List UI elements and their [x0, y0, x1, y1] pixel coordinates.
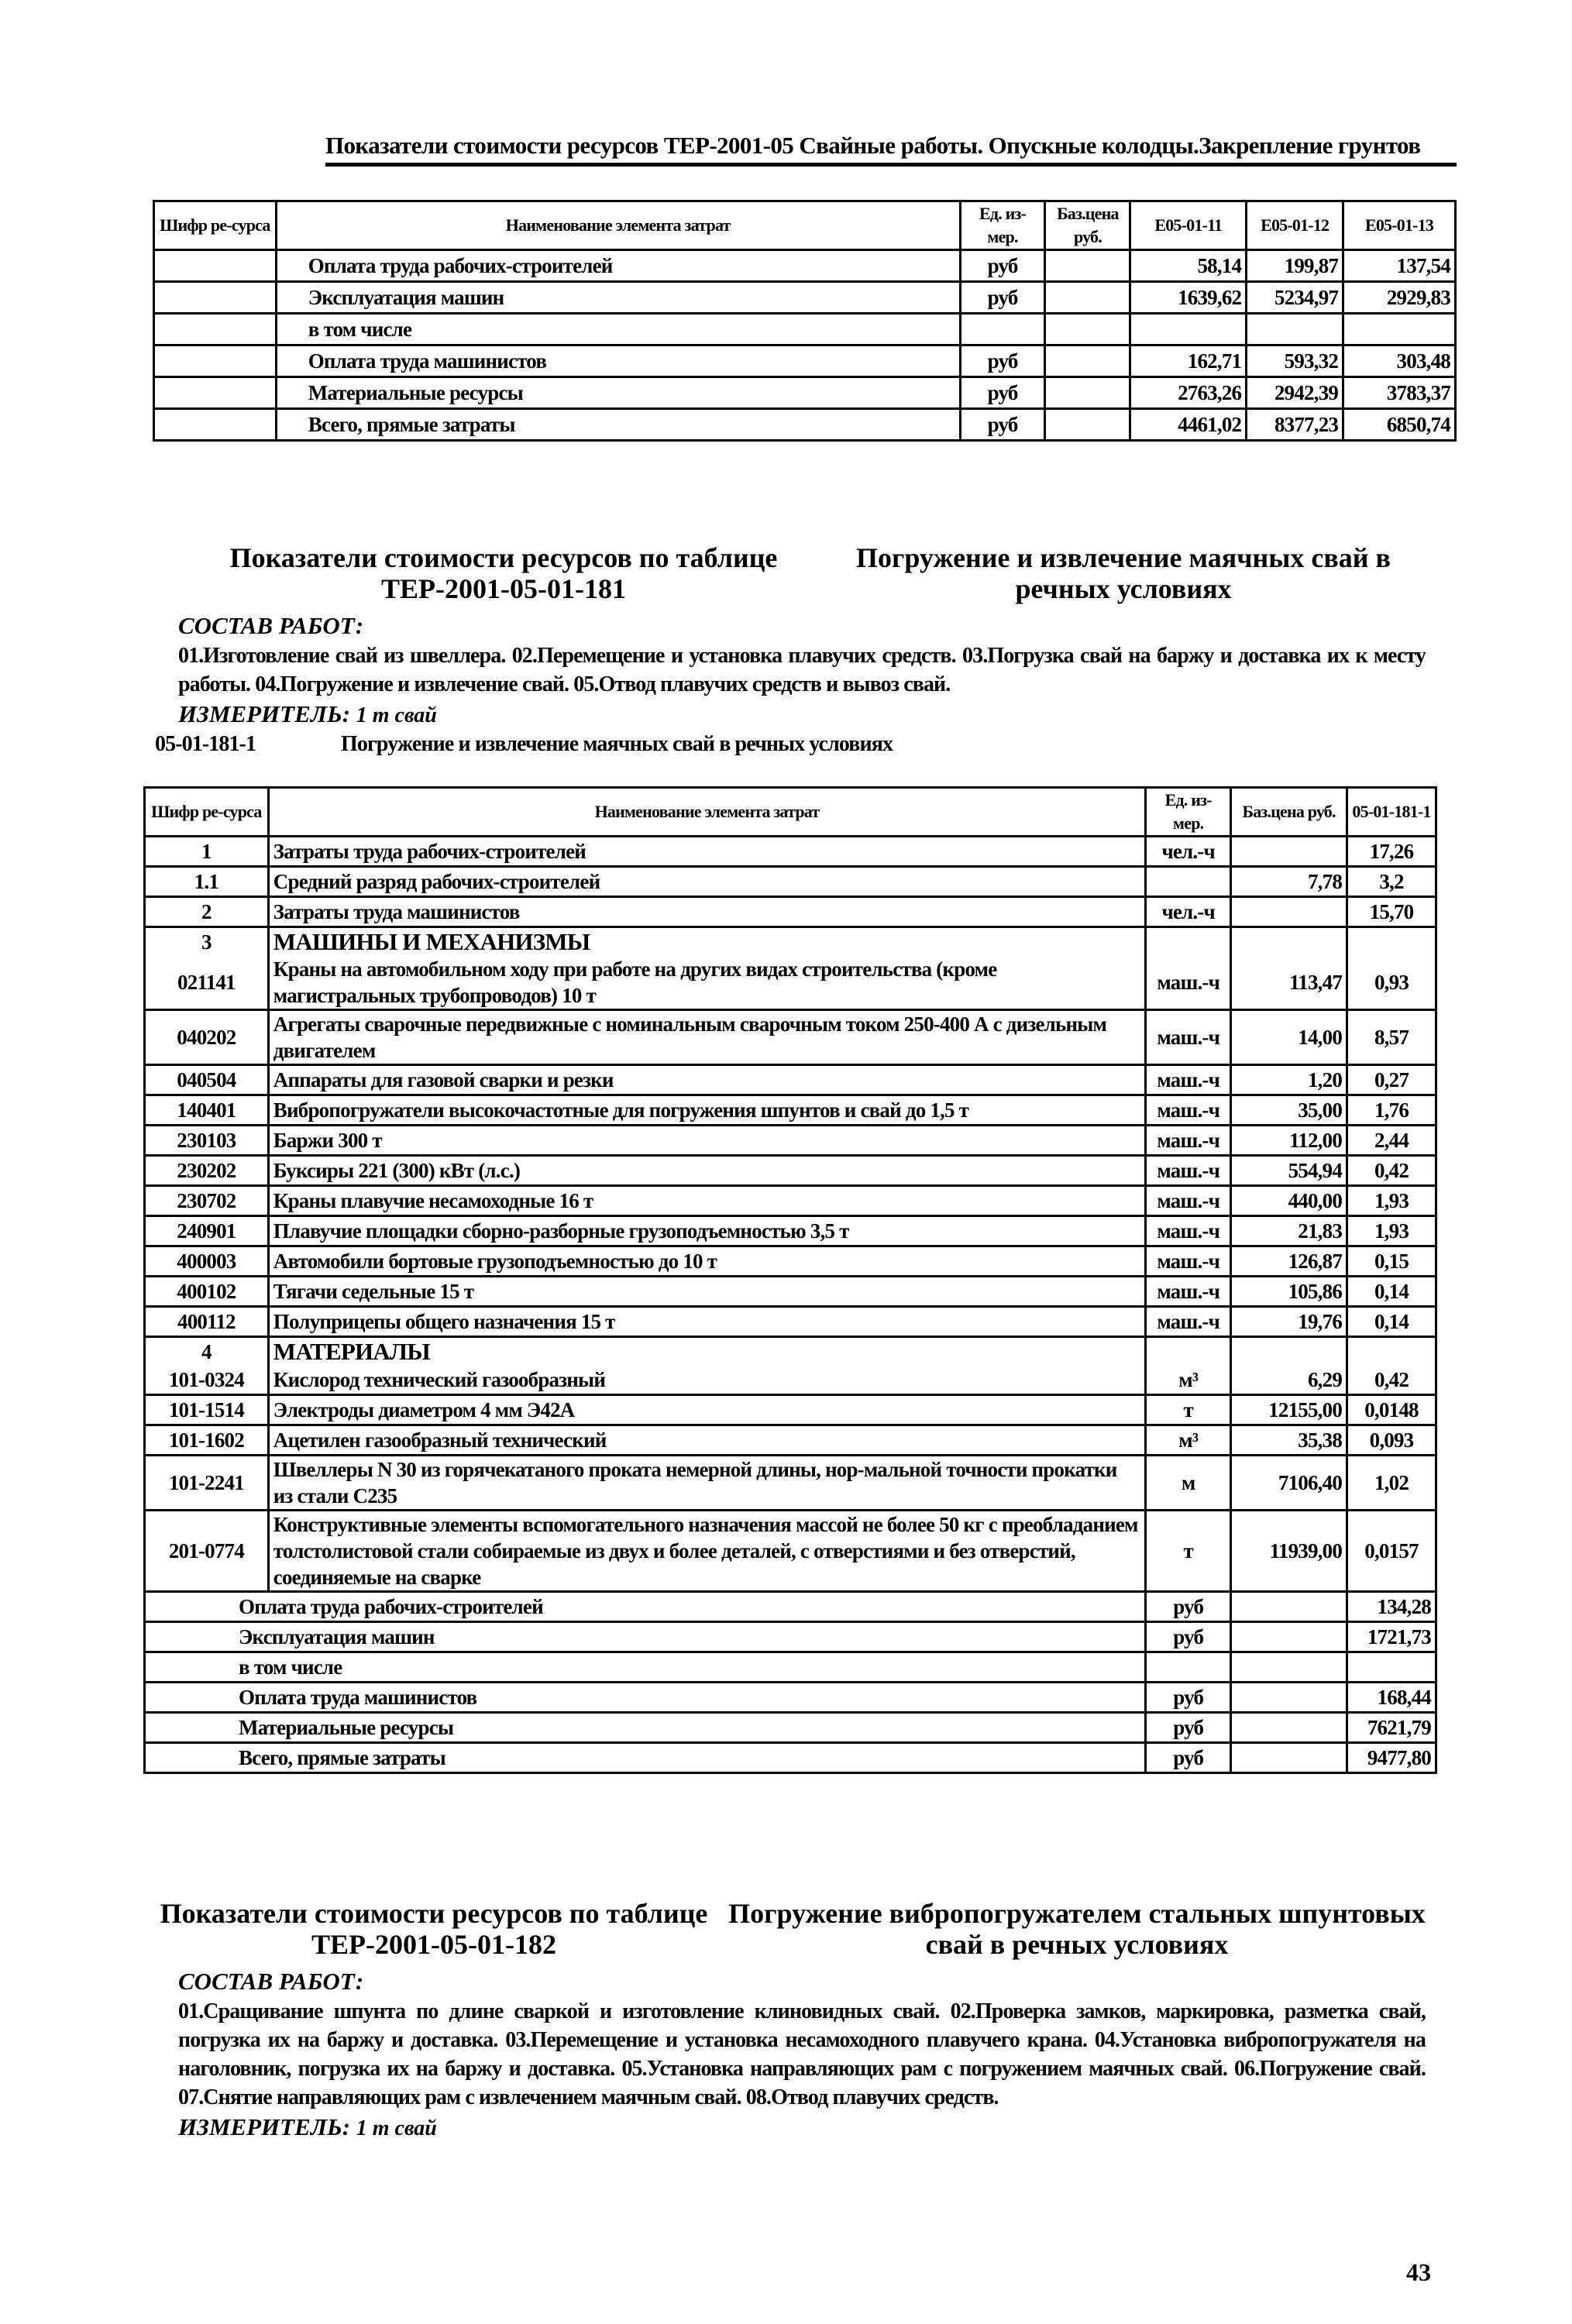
price-cell: 12155,00 [1231, 1395, 1347, 1425]
table-row [145, 837, 1436, 867]
unit-cell: маш.-ч [1146, 1156, 1231, 1186]
value-cell: 15,70 [1347, 897, 1436, 927]
table-row [154, 250, 1456, 282]
name-cell: Всего, прямые затраты [145, 1743, 1146, 1773]
value-cell: 4461,02 [1130, 409, 1247, 441]
table-header-row [145, 788, 1436, 837]
value-cell: 9477,80 [1347, 1743, 1436, 1773]
unit-cell: маш.-ч [1146, 1010, 1231, 1065]
column-header: Наименование элемента затрат [276, 201, 960, 250]
code-cell: 101-1602 [145, 1425, 269, 1456]
group-row [145, 927, 1436, 957]
price-cell [1045, 377, 1130, 409]
column-header: Ед. из-мер. [960, 201, 1045, 250]
table-row [145, 1277, 1436, 1307]
value-cell: 162,71 [1130, 346, 1247, 377]
code-cell [154, 282, 277, 314]
price-cell [1231, 1713, 1347, 1743]
name-cell: Эксплуатация машин [145, 1622, 1146, 1652]
table-row [145, 1246, 1436, 1277]
composition-text-181: 01.Изготовление свай из швеллера. 02.Перемещение и установка плавучих средств. 03.Погрузка свай на баржу и доставка их к месту работы. 04.Погружение и извлечение свай. 05.Отвод плавучих средств и вывоз свай. [178, 644, 1426, 696]
running-head: Показатели стоимости ресурсов ТЕР-2001-05 Свайные работы. Опускные колодцы.Закрепление грунтов [325, 132, 1457, 167]
code-cell: 230702 [145, 1186, 269, 1216]
value-cell: 168,44 [1347, 1683, 1436, 1713]
code-cell: 230202 [145, 1156, 269, 1186]
unit-cell: руб [960, 346, 1045, 377]
section-181-title-left: Показатели стоимости ресурсов по таблице ТЕР-2001-05-01-181 [229, 542, 778, 604]
code-cell: 101-2241 [145, 1456, 269, 1511]
price-cell [1045, 250, 1130, 282]
composition-label-182: СОСТАВ РАБОТ: [178, 1968, 364, 1995]
price-cell: 35,00 [1231, 1095, 1347, 1126]
code-cell: 140401 [145, 1095, 269, 1126]
value-cell: 5234,97 [1247, 282, 1343, 314]
unit-cell [960, 314, 1045, 346]
value-cell: 2,44 [1347, 1126, 1436, 1156]
value-cell [1347, 927, 1436, 957]
column-header: Ед. из-мер. [1146, 788, 1231, 837]
code-cell: 1 [145, 837, 269, 867]
value-cell: 8,57 [1347, 1010, 1436, 1065]
price-cell: 19,76 [1231, 1307, 1347, 1337]
code-cell: 021141 [145, 956, 269, 1010]
meter-label: ИЗМЕРИТЕЛЬ: [178, 700, 351, 727]
name-cell: Швеллеры N 30 из горячекатаного проката немерной длины, нор-мальной точности прокатки из стали С235 [268, 1456, 1145, 1511]
value-cell [1347, 1652, 1436, 1683]
unit-cell: руб [1146, 1683, 1231, 1713]
name-cell: в том числе [145, 1652, 1146, 1683]
meter-181 [178, 700, 437, 728]
meter-value: 1 т свай [356, 703, 437, 727]
unit-cell: маш.-ч [1146, 1246, 1231, 1277]
unit-cell: м³ [1146, 1366, 1231, 1395]
price-cell [1045, 282, 1130, 314]
name-cell: Всего, прямые затраты [276, 409, 960, 441]
price-cell: 7,78 [1231, 867, 1347, 897]
meter-182 [178, 2113, 437, 2141]
value-cell: 0,42 [1347, 1366, 1436, 1395]
name-cell: МАТЕРИАЛЫ [268, 1337, 1145, 1367]
name-cell: Автомобили бортовые грузоподъемностью до 10 т [268, 1246, 1145, 1277]
code-cell: 400003 [145, 1246, 269, 1277]
value-cell: 137,54 [1343, 250, 1456, 282]
value-cell: 0,15 [1347, 1246, 1436, 1277]
table-row [145, 1156, 1436, 1186]
price-cell [1231, 837, 1347, 867]
name-cell: Агрегаты сварочные передвижные с номинальным сварочным током 250-400 А с дизельным двигателем [268, 1010, 1145, 1065]
code-cell: 2 [145, 897, 269, 927]
table-row [145, 956, 1436, 1010]
name-cell: Краны на автомобильном ходу при работе на других видах строительства (кроме магистральных трубопроводов) 10 т [268, 956, 1145, 1010]
composition-label-181: СОСТАВ РАБОТ: [178, 612, 364, 639]
code-cell [154, 377, 277, 409]
unit-cell: т [1146, 1395, 1231, 1425]
column-header: Баз.цена руб. [1231, 788, 1347, 837]
value-cell: 0,0157 [1347, 1511, 1436, 1592]
code-cell: 040504 [145, 1065, 269, 1095]
table-row [154, 377, 1456, 409]
code-cell: 400102 [145, 1277, 269, 1307]
resource-table-05-01-181 [143, 786, 1437, 1774]
unit-cell: руб [1146, 1713, 1231, 1743]
price-cell [1231, 1743, 1347, 1773]
code-cell [154, 314, 277, 346]
name-cell: Конструктивные элементы вспомогательного назначения массой не более 50 кг с преобладанием толстолистовой стали собираемые из двух и более деталей, с отверстиями и без отверстий, соединяемые на сварке [268, 1511, 1145, 1592]
price-cell: 1,20 [1231, 1065, 1347, 1095]
code-cell: 201-0774 [145, 1511, 269, 1592]
code-cell: 101-0324 [145, 1366, 269, 1395]
price-cell: 113,47 [1231, 956, 1347, 1010]
value-cell: 0,14 [1347, 1277, 1436, 1307]
name-cell: Тягачи седельные 15 т [268, 1277, 1145, 1307]
item-name: Погружение и извлечение маячных свай в речных условиях [341, 732, 893, 756]
code-cell: 400112 [145, 1307, 269, 1337]
price-cell: 21,83 [1231, 1216, 1347, 1246]
table-row [145, 1126, 1436, 1156]
value-cell: 58,14 [1130, 250, 1247, 282]
name-cell: Ацетилен газообразный технический [268, 1425, 1145, 1456]
value-cell: 3783,37 [1343, 377, 1456, 409]
table-row [145, 1425, 1436, 1456]
unit-cell: маш.-ч [1146, 1216, 1231, 1246]
value-cell: 134,28 [1347, 1592, 1436, 1622]
meter-label: ИЗМЕРИТЕЛЬ: [178, 2113, 351, 2140]
price-cell [1045, 409, 1130, 441]
value-cell: 303,48 [1343, 346, 1456, 377]
summary-table-e05-01-11-13 [153, 200, 1457, 442]
code-cell: 1.1 [145, 867, 269, 897]
column-header: 05-01-181-1 [1347, 788, 1436, 837]
value-cell: 1,02 [1347, 1456, 1436, 1511]
price-cell: 554,94 [1231, 1156, 1347, 1186]
value-cell: 17,26 [1347, 837, 1436, 867]
value-cell: 0,42 [1347, 1156, 1436, 1186]
table-row [145, 1065, 1436, 1095]
unit-cell: руб [1146, 1592, 1231, 1622]
name-cell: Аппараты для газовой сварки и резки [268, 1065, 1145, 1095]
price-cell: 112,00 [1231, 1126, 1347, 1156]
price-cell: 14,00 [1231, 1010, 1347, 1065]
unit-cell [1146, 867, 1231, 897]
column-header: Шифр ре-сурса [145, 788, 269, 837]
price-cell [1231, 897, 1347, 927]
table-row [145, 1216, 1436, 1246]
group-row [145, 1337, 1436, 1367]
unit-cell: т [1146, 1511, 1231, 1592]
name-cell: Материальные ресурсы [276, 377, 960, 409]
value-cell: 1639,62 [1130, 282, 1247, 314]
unit-cell: руб [960, 250, 1045, 282]
meter-value: 1 т свай [356, 2116, 437, 2140]
table-row [145, 1395, 1436, 1425]
unit-cell: руб [960, 409, 1045, 441]
price-cell: 11939,00 [1231, 1511, 1347, 1592]
summary-row [145, 1683, 1436, 1713]
table-row [145, 1456, 1436, 1511]
unit-cell: руб [960, 282, 1045, 314]
name-cell: Баржи 300 т [268, 1126, 1145, 1156]
price-cell [1231, 1622, 1347, 1652]
summary-row [145, 1713, 1436, 1743]
unit-cell: маш.-ч [1146, 1186, 1231, 1216]
price-cell: 440,00 [1231, 1186, 1347, 1216]
name-cell: в том числе [276, 314, 960, 346]
code-cell: 3 [145, 927, 269, 957]
value-cell: 1721,73 [1347, 1622, 1436, 1652]
unit-cell: маш.-ч [1146, 1307, 1231, 1337]
unit-cell: маш.-ч [1146, 1095, 1231, 1126]
name-cell: Полуприцепы общего назначения 15 т [268, 1307, 1145, 1337]
value-cell: 593,32 [1247, 346, 1343, 377]
column-header: Баз.цена руб. [1045, 201, 1130, 250]
value-cell: 1,76 [1347, 1095, 1436, 1126]
code-cell: 040202 [145, 1010, 269, 1065]
name-cell: Буксиры 221 (300) кВт (л.с.) [268, 1156, 1145, 1186]
price-cell [1231, 1592, 1347, 1622]
code-cell [154, 346, 277, 377]
column-header: Е05-01-12 [1247, 201, 1343, 250]
section-182-title-left: Показатели стоимости ресурсов по таблице ТЕР-2001-05-01-182 [160, 1898, 708, 1960]
unit-cell: руб [1146, 1743, 1231, 1773]
value-cell: 2942,39 [1247, 377, 1343, 409]
unit-cell: руб [1146, 1622, 1231, 1652]
name-cell: Оплата труда машинистов [276, 346, 960, 377]
summary-row [145, 1592, 1436, 1622]
price-cell: 105,86 [1231, 1277, 1347, 1307]
name-cell: Эксплуатация машин [276, 282, 960, 314]
value-cell: 0,0148 [1347, 1395, 1436, 1425]
table-row [145, 1186, 1436, 1216]
code-cell: 101-1514 [145, 1395, 269, 1425]
price-cell [1231, 1683, 1347, 1713]
name-cell: Материальные ресурсы [145, 1713, 1146, 1743]
price-cell [1231, 1337, 1347, 1367]
unit-cell [1146, 1337, 1231, 1367]
unit-cell: чел.-ч [1146, 837, 1231, 867]
name-cell: Электроды диаметром 4 мм Э42А [268, 1395, 1145, 1425]
name-cell: Краны плавучие несамоходные 16 т [268, 1186, 1145, 1216]
name-cell: Средний разряд рабочих-строителей [268, 867, 1145, 897]
value-cell [1130, 314, 1247, 346]
unit-cell: маш.-ч [1146, 1277, 1231, 1307]
value-cell: 6850,74 [1343, 409, 1456, 441]
price-cell: 6,29 [1231, 1366, 1347, 1395]
column-header: Шифр ре-сурса [154, 201, 277, 250]
table-row [145, 1095, 1436, 1126]
column-header: Е05-01-13 [1343, 201, 1456, 250]
name-cell: Плавучие площадки сборно-разборные грузоподъемностью 3,5 т [268, 1216, 1145, 1246]
unit-cell: маш.-ч [1146, 956, 1231, 1010]
name-cell: Затраты труда машинистов [268, 897, 1145, 927]
value-cell: 1,93 [1347, 1186, 1436, 1216]
code-cell: 230103 [145, 1126, 269, 1156]
price-cell: 7106,40 [1231, 1456, 1347, 1511]
table-row [154, 282, 1456, 314]
table-row [145, 1010, 1436, 1065]
price-cell [1231, 1652, 1347, 1683]
code-cell: 4 [145, 1337, 269, 1367]
name-cell: Кислород технический газообразный [268, 1366, 1145, 1395]
table-row [145, 1307, 1436, 1337]
unit-cell: чел.-ч [1146, 897, 1231, 927]
name-cell: Вибропогружатели высокочастотные для погружения шпунтов и свай до 1,5 т [268, 1095, 1145, 1126]
unit-cell [1146, 1652, 1231, 1683]
unit-cell: маш.-ч [1146, 1065, 1231, 1095]
code-cell [154, 409, 277, 441]
value-cell: 2763,26 [1130, 377, 1247, 409]
table-row [145, 1366, 1436, 1395]
price-cell [1045, 346, 1130, 377]
value-cell: 3,2 [1347, 867, 1436, 897]
code-cell: 240901 [145, 1216, 269, 1246]
name-cell: Оплата труда машинистов [145, 1683, 1146, 1713]
name-cell: МАШИНЫ И МЕХАНИЗМЫ [268, 927, 1145, 957]
item-code: 05-01-181-1 [155, 732, 256, 756]
unit-cell: м [1146, 1456, 1231, 1511]
column-header: Е05-01-11 [1130, 201, 1247, 250]
table-row [145, 867, 1436, 897]
table-row [154, 409, 1456, 441]
value-cell: 1,93 [1347, 1216, 1436, 1246]
summary-row [145, 1743, 1436, 1773]
price-cell: 126,87 [1231, 1246, 1347, 1277]
price-cell [1231, 927, 1347, 957]
value-cell: 0,093 [1347, 1425, 1436, 1456]
name-cell: Оплата труда рабочих-строителей [276, 250, 960, 282]
value-cell [1347, 1337, 1436, 1367]
unit-cell: руб [960, 377, 1045, 409]
summary-row [145, 1652, 1436, 1683]
unit-cell [1146, 927, 1231, 957]
section-182-title-right: Погружение вибропогружателем стальных шпунтовых свай в речных условиях [728, 1898, 1426, 1960]
value-cell: 0,14 [1347, 1307, 1436, 1337]
table-row [154, 314, 1456, 346]
table-row [145, 1511, 1436, 1592]
value-cell [1247, 314, 1343, 346]
table-row [145, 897, 1436, 927]
value-cell: 8377,23 [1247, 409, 1343, 441]
price-cell [1045, 314, 1130, 346]
table-header-row [154, 201, 1456, 250]
summary-row [145, 1622, 1436, 1652]
table-row [154, 346, 1456, 377]
name-cell: Затраты труда рабочих-строителей [268, 837, 1145, 867]
value-cell: 7621,79 [1347, 1713, 1436, 1743]
value-cell: 199,87 [1247, 250, 1343, 282]
name-cell: Оплата труда рабочих-строителей [145, 1592, 1146, 1622]
code-cell [154, 250, 277, 282]
unit-cell: маш.-ч [1146, 1126, 1231, 1156]
value-cell [1343, 314, 1456, 346]
column-header: Наименование элемента затрат [268, 788, 1145, 837]
value-cell: 0,27 [1347, 1065, 1436, 1095]
price-cell: 35,38 [1231, 1425, 1347, 1456]
value-cell: 2929,83 [1343, 282, 1456, 314]
section-181-title-right: Погружение и извлечение маячных свай в речных условиях [856, 542, 1391, 604]
value-cell: 0,93 [1347, 956, 1436, 1010]
composition-text-182: 01.Сращивание шпунта по длине сваркой и изготовление клиновидных свай. 02.Проверка замков, маркировка, разметка свай, погрузка их на баржу и доставка. 03.Перемещение и установка несамоходного плавучего крана. 04.Установка вибропогружателя на наголовник, погрузка их на баржу и доставка. 05.Установка направляющих рам с погружением маячных свай. 06.Погружение свай. 07.Снятие направляющих рам с извлечением маячным свай. 08.Отвод плавучих средств. [178, 1999, 1426, 2109]
page-number: 43 [1406, 2258, 1431, 2286]
unit-cell: м³ [1146, 1425, 1231, 1456]
